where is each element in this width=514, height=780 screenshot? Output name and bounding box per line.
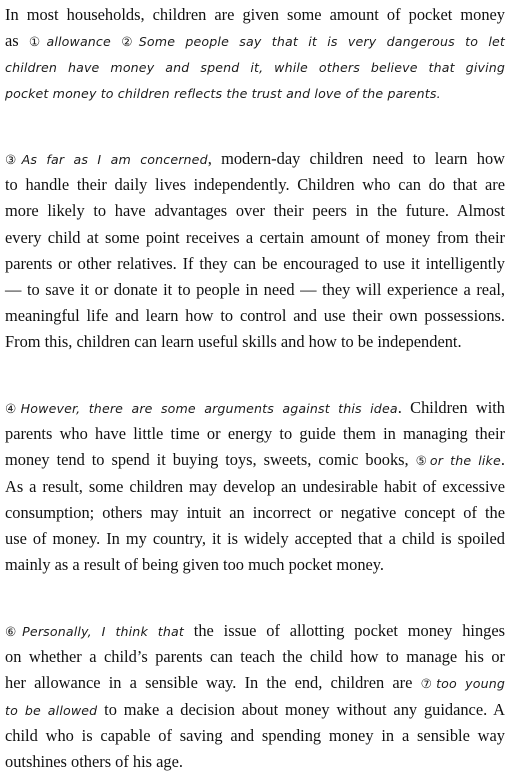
text-line — [5, 251, 505, 277]
text-line — [5, 552, 505, 578]
printed-text: mainly as a result of being given too much pocket money. — [5, 555, 385, 575]
text-line — [5, 395, 505, 421]
text-line — [5, 80, 505, 106]
handwritten-insert: ⑥Personally, I think that — [5, 624, 184, 639]
printed-text: her allowance in a sensible way. In the end, children are — [5, 673, 421, 693]
text-line — [5, 500, 505, 526]
text-line — [5, 644, 505, 670]
printed-text: the issue of allotting pocket money hinges — [183, 621, 505, 640]
text-line — [5, 303, 505, 329]
text-line — [5, 526, 505, 552]
text-line — [5, 28, 505, 54]
text-line — [5, 421, 505, 447]
text-line — [5, 172, 505, 198]
text-line — [5, 225, 505, 251]
printed-text: parents who have little time or energy to guide them in managing their — [5, 424, 505, 444]
printed-text: As a result, some children may develop an undesirable habit of excessive — [5, 476, 505, 496]
text-line — [5, 670, 505, 696]
handwritten-insert: ⑤or the like — [415, 453, 501, 469]
printed-text: consumption; others may intuit an incorrect or negative concept of the — [5, 502, 505, 522]
printed-text: every child at some point receives a certain amount of money from their — [5, 227, 505, 247]
printed-text: From this, children can learn useful skills and how to be independent. — [5, 332, 462, 352]
printed-text: more likely to have advantages over their peers in the future. Almost — [5, 201, 505, 221]
printed-text: child who is capable of saving and spending money in a sensible way — [5, 725, 505, 745]
handwritten-insert: pocket money to children reflects the trust and love of the parents. — [5, 86, 441, 101]
printed-text: on whether a child’s parents can teach the child how to manage his or — [5, 647, 505, 667]
text-line — [5, 749, 505, 775]
printed-text: meaningful life and learn how to control and use their own possessions. — [5, 306, 505, 326]
text-line — [5, 146, 505, 172]
handwritten-insert: ②Some people say that it is very dangerous to let — [110, 34, 505, 49]
printed-text: to make a decision about money without any guidance. A — [97, 699, 505, 719]
printed-text: to handle their daily lives independently. Children who can do that are — [5, 175, 505, 195]
printed-text: as — [5, 31, 29, 50]
text-line — [5, 618, 505, 644]
handwritten-insert: children have money and spend it, while others believe that giving — [5, 60, 505, 75]
text-line — [5, 2, 505, 28]
text-line — [5, 723, 505, 749]
printed-text: money tend to spend it buying toys, sweets, comic books, — [5, 450, 416, 470]
text-line — [5, 198, 505, 224]
text-line — [5, 329, 505, 355]
handwritten-insert: ①allowance — [28, 34, 111, 49]
text-line — [5, 54, 505, 80]
handwritten-insert: ④However, there are some arguments against this idea — [5, 401, 398, 416]
printed-text: . Children with — [397, 398, 506, 417]
printed-text: — to save it or donate it to people in need — they will experience a real, — [5, 280, 505, 299]
text-line — [5, 277, 505, 303]
text-line — [5, 474, 505, 500]
handwritten-insert: ⑦too young — [420, 676, 505, 692]
printed-text: outshines others of his age. — [5, 752, 183, 771]
printed-text: parents or other relatives. If they can be encouraged to use it intelligently — [5, 253, 505, 273]
printed-text: . — [500, 450, 505, 470]
printed-text: , modern-day children need to learn how — [207, 149, 505, 168]
printed-text: In most households, children are given some amount of pocket money — [5, 5, 505, 24]
text-line — [5, 697, 505, 723]
printed-text: use of money. In my country, it is widely accepted that a child is spoiled — [5, 529, 505, 548]
handwritten-insert: to be allowed — [5, 702, 98, 718]
handwritten-insert: ③As far as I am concerned — [5, 152, 208, 167]
text-line — [5, 447, 505, 473]
